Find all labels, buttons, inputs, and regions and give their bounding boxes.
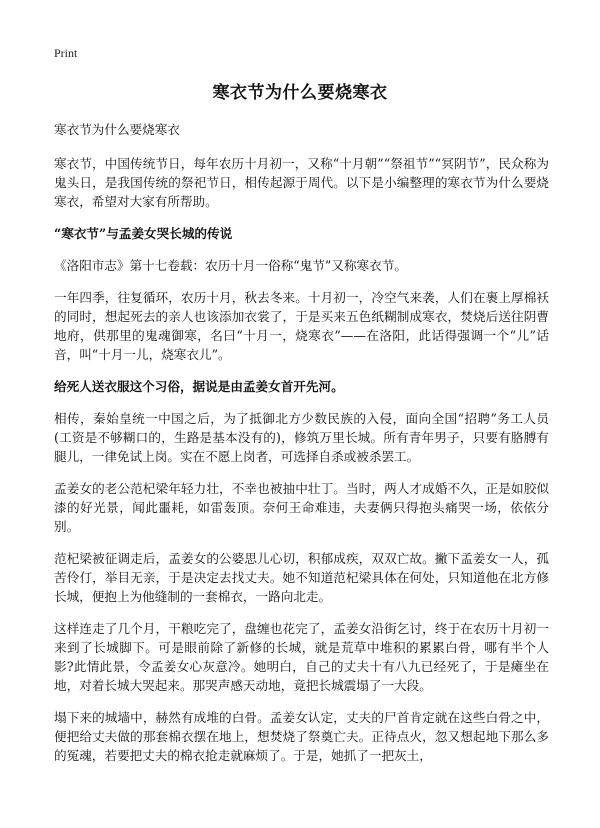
section-heading-legend: “寒衣节”与孟姜女哭长城的传说 <box>54 226 233 241</box>
paragraph-journey-north: 范杞梁被征调走后，孟姜女的公婆思儿心切，积郁成疾，双双亡故。撇下孟姜女一人，孤苦伶仃，举目无亲，于是决定去找丈夫。她不知道范杞梁具体在何处，只知道他在北方修长城，便抱上为他缝制的一套棉衣，一路向北走。 <box>54 551 549 604</box>
paragraph-white-bones: 塌下来的城墙中，赫然有成堆的白骨。孟姜女认定，丈夫的尸首肯定就在这些白骨之中，便把给丈夫做的那套棉衣摆在地上，想焚烧了祭奠亡夫。正待点火，忽又想起地下那么多的冤魂，若要把丈夫的棉衣抢走就麻烦了。于是，她抓了一把灰土， <box>54 710 549 763</box>
print-link[interactable]: Print <box>54 46 78 60</box>
section-heading-custom-origin: 给死人送衣服这个习俗，据说是由孟姜女首开先河。 <box>54 379 344 394</box>
paragraph-fan-qiliang: 孟姜女的老公范杞梁年轻力壮，不幸也被抽中壮丁。当时，两人才成婚不久，正是如胶似漆的好光景，闻此噩耗，如雷轰顶。奈何王命难违，夫妻俩只得抱头痛哭一场，依依分别。 <box>54 481 549 534</box>
article-subtitle: 寒衣节为什么要烧寒衣 <box>54 122 180 137</box>
page-title: 寒衣节为什么要烧寒衣 <box>212 83 388 103</box>
paragraph-luoyang-record: 《洛阳市志》第十七卷载：农历十月一俗称“鬼节”又称寒衣节。 <box>54 258 407 273</box>
paragraph-qin-great-wall: 相传，秦始皇统一中国之后，为了抵御北方少数民族的入侵，面向全国“招聘”务工人员(工资是不够糊口的，生路是基本没有的)，修筑万里长城。所有青年男子，只要有胳膊有腿儿，一律免试上岗。实在不愿上岗者，可选择自杀或被杀罢工。 <box>54 411 549 464</box>
paragraph-wall-collapse: 这样连走了几个月，干粮吃完了，盘缠也花完了，孟姜女沿街乞讨，终于在农历十月初一来到了长城脚下。可是眼前除了新修的长城，就是荒草中堆积的累累白骨，哪有半个人影?此情此景，令孟姜女心灰意冷。她明白，自己的丈夫十有八九已经死了，于是瘫坐在地，对着长城大哭起来。那哭声感天动地，竟把长城震塌了一大段。 <box>54 621 549 693</box>
article-body <box>54 120 549 765</box>
intro-paragraph: 寒衣节，中国传统节日，每年农历十月初一，又称“十月朝”“祭祖节”“冥阴节”，民众称为鬼头日，是我国传统的祭祀节日，相传起源于周代。以下是小编整理的寒衣节为什么要烧寒衣，希望对大家有所帮助。 <box>54 156 549 209</box>
paragraph-seasons: 一年四季，往复循环，农历十月，秋去冬来。十月初一，冷空气来袭，人们在裹上厚棉袄的同时，想起死去的亲人也该添加衣裳了，于是买来五色纸糊制成寒衣，焚烧后送往阴曹地府，供那里的鬼魂御寒，名曰“十月一，烧寒衣”——在洛阳，此话得强调一个“儿”话音，叫“十月一儿，烧寒衣儿”。 <box>54 290 549 362</box>
